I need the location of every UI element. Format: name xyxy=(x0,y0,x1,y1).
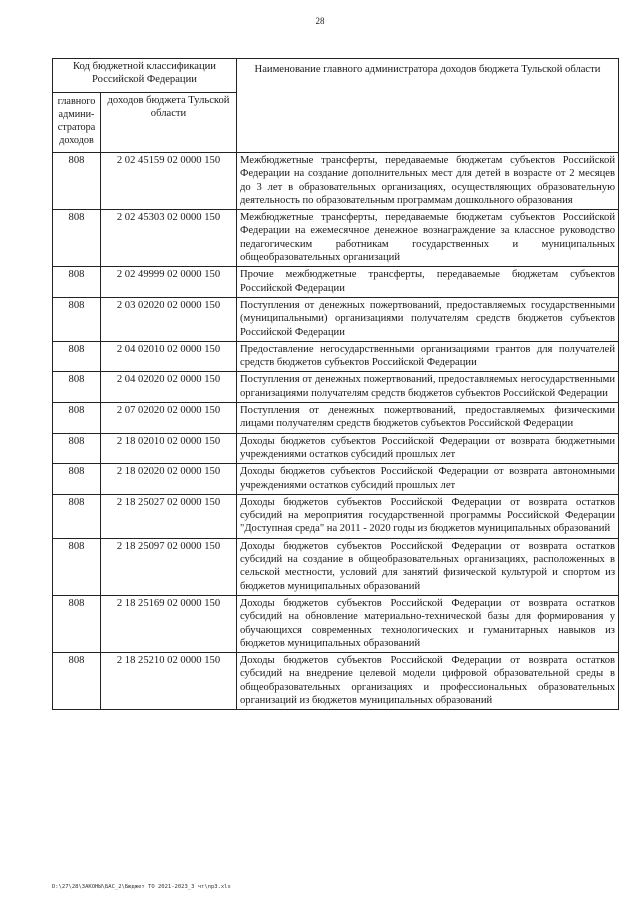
budget-code-cell: 2 18 25169 02 0000 150 xyxy=(101,595,237,652)
budget-code-cell: 2 04 02020 02 0000 150 xyxy=(101,372,237,403)
income-name-cell: Доходы бюджетов субъектов Российской Федерации от возврата остатков субсидий на обновление материально-технической базы для формирования у обучающихся современных технологических и гуманитарных навыков из бюджетов муниципальных образований xyxy=(237,595,619,652)
income-name-cell: Доходы бюджетов субъектов Российской Федерации от возврата автономными учреждениями остатков субсидий прошлых лет xyxy=(237,464,619,495)
budget-code-cell: 2 03 02020 02 0000 150 xyxy=(101,297,237,341)
budget-classification-table xyxy=(52,58,619,710)
budget-code-cell: 2 02 45303 02 0000 150 xyxy=(101,210,237,267)
table-row xyxy=(53,403,619,434)
subheader-income: доходов бюджета Тульской области xyxy=(101,93,237,153)
admin-code-cell: 808 xyxy=(53,153,101,210)
table-row xyxy=(53,341,619,372)
income-name-cell: Межбюджетные трансферты, передаваемые бюджетам субъектов Российской Федерации на ежемесячное денежное вознаграждение за классное руководство педагогическим работникам государственных и муниципальных общеобразовательных организаций xyxy=(237,210,619,267)
admin-code-cell: 808 xyxy=(53,494,101,538)
table-row xyxy=(53,433,619,464)
income-name-cell: Поступления от денежных пожертвований, предоставляемых государственными (муниципальными) организациями получателям средств бюджетов субъектов Российской Федерации xyxy=(237,297,619,341)
income-name-cell: Доходы бюджетов субъектов Российской Федерации от возврата бюджетными учреждениями остатков субсидий прошлых лет xyxy=(237,433,619,464)
page-number: 28 xyxy=(315,16,325,26)
admin-code-cell: 808 xyxy=(53,433,101,464)
income-name-cell: Предоставление негосударственными организациями грантов для получателей средств бюджетов субъектов Российской Федерации xyxy=(237,341,619,372)
table-row xyxy=(53,653,619,710)
income-name-cell: Доходы бюджетов субъектов Российской Федерации от возврата остатков субсидий на мероприятия государственной программы Российской Федерации "Доступная среда" на 2011 - 2020 годы из бюджетов муниципальных образований xyxy=(237,494,619,538)
table-row xyxy=(53,267,619,298)
admin-code-cell: 808 xyxy=(53,372,101,403)
admin-code-cell: 808 xyxy=(53,403,101,434)
header-name: Наименование главного администратора доходов бюджета Тульской области xyxy=(237,59,619,153)
admin-code-cell: 808 xyxy=(53,653,101,710)
table-row xyxy=(53,595,619,652)
table-row xyxy=(53,494,619,538)
income-name-cell: Межбюджетные трансферты, передаваемые бюджетам субъектов Российской Федерации на создание дополнительных мест для детей в возрасте от 2 месяцев до 3 лет в образовательных организациях, осуществляющих образовательную деятельность по образовательным программам дошкольного образования xyxy=(237,153,619,210)
budget-code-cell: 2 04 02010 02 0000 150 xyxy=(101,341,237,372)
admin-code-cell: 808 xyxy=(53,267,101,298)
income-name-cell: Поступления от денежных пожертвований, предоставляемых физическими лицами получателям средств бюджетов субъектов Российской Федерации xyxy=(237,403,619,434)
table-row xyxy=(53,153,619,210)
table-row xyxy=(53,210,619,267)
header-code-group: Код бюджетной классификации Российской Федерации xyxy=(53,59,237,93)
admin-code-cell: 808 xyxy=(53,538,101,595)
budget-code-cell: 2 18 25097 02 0000 150 xyxy=(101,538,237,595)
budget-code-cell: 2 02 49999 02 0000 150 xyxy=(101,267,237,298)
file-path-footer: D:\27\28\ЗАКОНЫ\БАС_2\Бюджет ТО 2021-2023_3 чт\прЗ.xls xyxy=(52,884,231,890)
budget-code-cell: 2 18 02020 02 0000 150 xyxy=(101,464,237,495)
income-name-cell: Поступления от денежных пожертвований, предоставляемых негосударственными организациями получателям средств бюджетов субъектов Российской Федерации xyxy=(237,372,619,403)
budget-code-cell: 2 18 02010 02 0000 150 xyxy=(101,433,237,464)
income-name-cell: Доходы бюджетов субъектов Российской Федерации от возврата остатков субсидий на создание в общеобразовательных организациях, расположенных в сельской местности, условий для занятий физической культурой и спортом из бюджетов муниципальных образований xyxy=(237,538,619,595)
header-row xyxy=(53,59,619,93)
table-row xyxy=(53,372,619,403)
admin-code-cell: 808 xyxy=(53,341,101,372)
budget-code-cell: 2 18 25027 02 0000 150 xyxy=(101,494,237,538)
table-row xyxy=(53,538,619,595)
budget-code-cell: 2 18 25210 02 0000 150 xyxy=(101,653,237,710)
income-name-cell: Доходы бюджетов субъектов Российской Федерации от возврата остатков субсидий на внедрение целевой модели цифровой образовательной среды в общеобразовательных организациях и профессиональных образовательных организаций из бюджетов муниципальных образований xyxy=(237,653,619,710)
admin-code-cell: 808 xyxy=(53,297,101,341)
subheader-admin: главного админи-стратора доходов xyxy=(53,93,101,153)
admin-code-cell: 808 xyxy=(53,210,101,267)
admin-code-cell: 808 xyxy=(53,595,101,652)
table-row xyxy=(53,464,619,495)
budget-code-cell: 2 02 45159 02 0000 150 xyxy=(101,153,237,210)
admin-code-cell: 808 xyxy=(53,464,101,495)
budget-code-cell: 2 07 02020 02 0000 150 xyxy=(101,403,237,434)
income-name-cell: Прочие межбюджетные трансферты, передаваемые бюджетам субъектов Российской Федерации xyxy=(237,267,619,298)
table-row xyxy=(53,297,619,341)
